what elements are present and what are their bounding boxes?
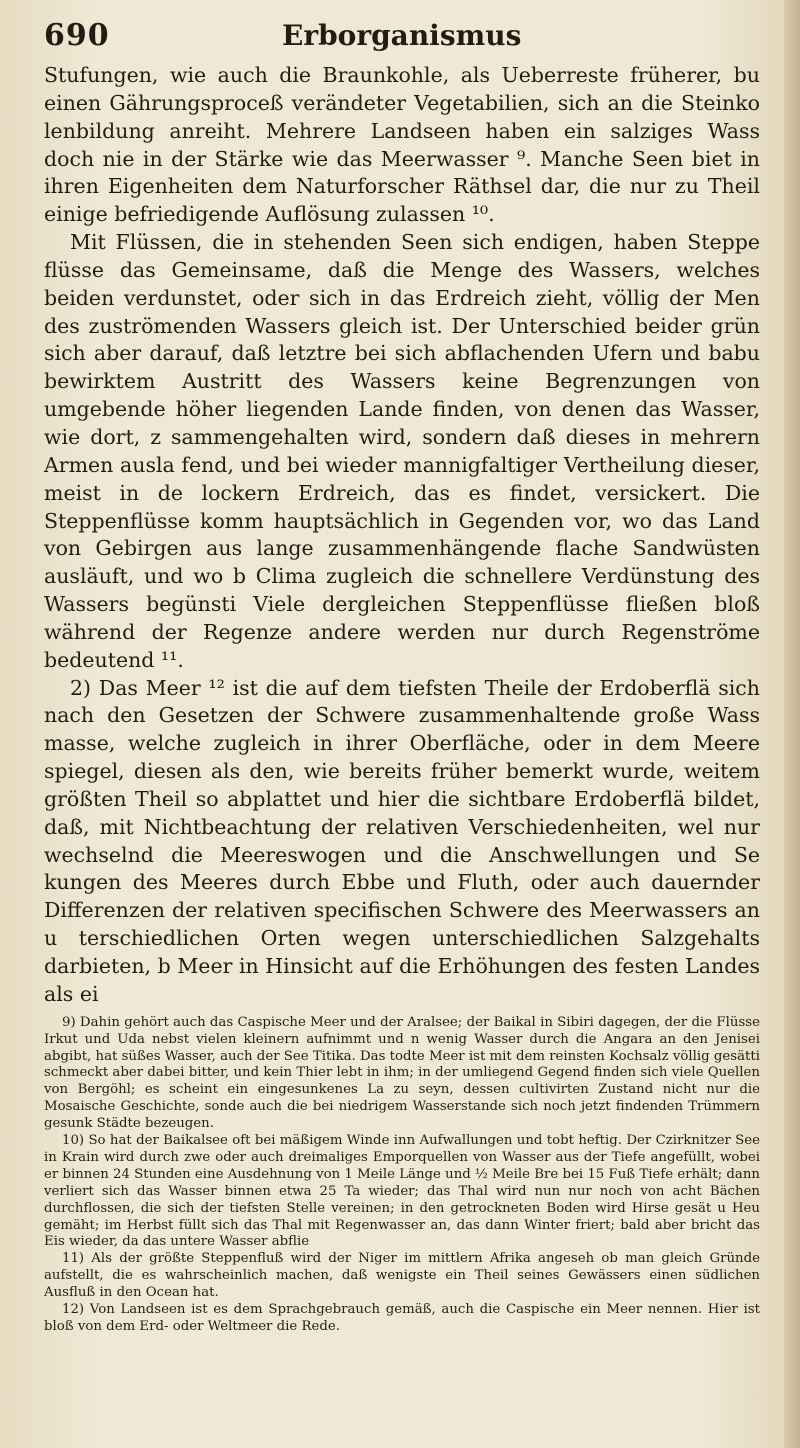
footnotes xyxy=(44,1015,760,1336)
paragraph-sea: 2) Das Meer ¹² ist die auf dem tiefsten Theile der Erdoberflä sich nach den Gesetzen der Schwere zusammenhaltende große Wass masse, welche zugleich in ihrer Oberfläche, oder in dem Meere spiegel, diesen als den, wie bereits früher bemerkt wurde, weitem größten Theil so abplattet und hier die sichtbare Erdoberflä bildet, daß, mit Nichtbeachtung der relativen Verschiedenheiten, wel nur wechselnd die Meereswogen und die Anschwellungen und Se kungen des Meeres durch Ebbe und Fluth, oder auch dauernder Differenzen der relativen specifischen Schwere des Meerwassers an u terschiedlichen Orten wegen unterschiedlichen Salzgehalts darbieten, b Meer in Hinsicht auf die Erhöhungen des festen Landes als ei xyxy=(44,675,760,1006)
footnote-12: 12) Von Landseen ist es dem Sprachgebrauch gemäß, auch die Caspische ein Meer nennen. Hier ist bloß von dem Erd- oder Weltmeer die Rede. xyxy=(44,1302,760,1334)
page-gutter-shadow xyxy=(784,0,800,1448)
running-title: Erborganismus xyxy=(282,19,522,52)
main-text xyxy=(44,62,760,1009)
footnote-10: 10) So hat der Baikalsee oft bei mäßigem Winde inn Aufwallungen und tobt heftig. Der Czirknitzer See in Krain wird durch zwe oder auch dreimaliges Emporquellen von Wasser aus der Tiefe angefüllt, wobei er binnen 24 Stunden eine Ausdehnung von 1 Meile Länge und ½ Meile Bre bei 15 Fuß Tiefe erhält; dann verliert sich das Wasser binnen etwa 25 Ta wieder; das Thal wird nun nur noch von acht Bächen durchflossen, die sich der tiefsten Stelle vereinen; in den getrockneten Boden wird Hirse gesät u Heu gemäht; im Herbst füllt sich das Thal mit Regenwasser an, das dann Winter friert; bald aber bricht das Eis wieder, da das untere Wasser abflie xyxy=(44,1133,760,1250)
footnote-9: 9) Dahin gehört auch das Caspische Meer und der Aralsee; der Baikal in Sibiri dagegen, der die Flüsse Irkut und Uda nebst vielen kleinern aufnimmt und n wenig Wasser durch die Angara an den Jenisei abgibt, hat süßes Wasser, auch der See Titika. Das todte Meer ist mit dem reinsten Kochsalz völlig gesätti schmeckt aber dabei bitter, und kein Thier lebt in ihm; in der umliegend Gegend finden sich viele Quellen von Bergöhl; es scheint ein eingesunkenes La zu seyn, dessen cultivirten Zustand nicht nur die Mosaische Geschichte, sonde auch die bei niedrigem Wasserstande sich noch jetzt findenden Trümmern gesunk Städte bezeugen. xyxy=(44,1014,760,1132)
page-header xyxy=(44,18,778,58)
paragraph-continued: Stufungen, wie auch die Braunkohle, als Ueberreste früherer, bu einen Gährungsproceß verändeter Vegetabilien, sich an die Steinko lenbildung anreiht. Mehrere Landseen haben ein salziges Wass doch nie in der Stärke wie das Meerwasser ⁹. Manche Seen biet in ihren Eigenheiten dem Naturforscher Räthsel dar, die nur zu Theil einige befriedigende Auflösung zulassen ¹⁰. xyxy=(44,63,760,227)
footnote-11: 11) Als der größte Steppenfluß wird der Niger im mittlern Afrika angeseh ob man gleich Gründe aufstellt, die es wahrscheinlich machen, daß wenigste ein Theil seines Gewässers einen südlichen Ausfluß in den Ocean hat. xyxy=(44,1251,760,1301)
page-number: 690 xyxy=(44,18,110,53)
paragraph-steppe-rivers: Mit Flüssen, die in stehenden Seen sich endigen, haben Steppe flüsse das Gemeinsame, daß die Menge des Wassers, welches beiden verdunstet, oder sich in das Erdreich zieht, völlig der Men des zuströmenden Wassers gleich ist. Der Unterschied beider grün sich aber darauf, daß letztre bei sich abflachenden Ufern und babu bewirktem Austritt des Wassers keine Begrenzungen von umgebende höher liegenden Lande finden, von denen das Wasser, wie dort, z sammengehalten wird, sondern daß dieses in mehrern Armen ausla fend, und bei wieder mannigfaltiger Vertheilung dieser, meist in de lockern Erdreich, das es findet, versickert. Die Steppenflüsse komm hauptsächlich in Gegenden vor, wo das Land von Gebirgen aus lange zusammenhängende flache Sandwüsten ausläuft, und wo b Clima zugleich die schnellere Verdünstung des Wassers begünsti Viele dergleichen Steppenflüsse fließen bloß während der Regenze andere werden nur durch Regenströme bedeutend ¹¹. xyxy=(44,230,760,672)
